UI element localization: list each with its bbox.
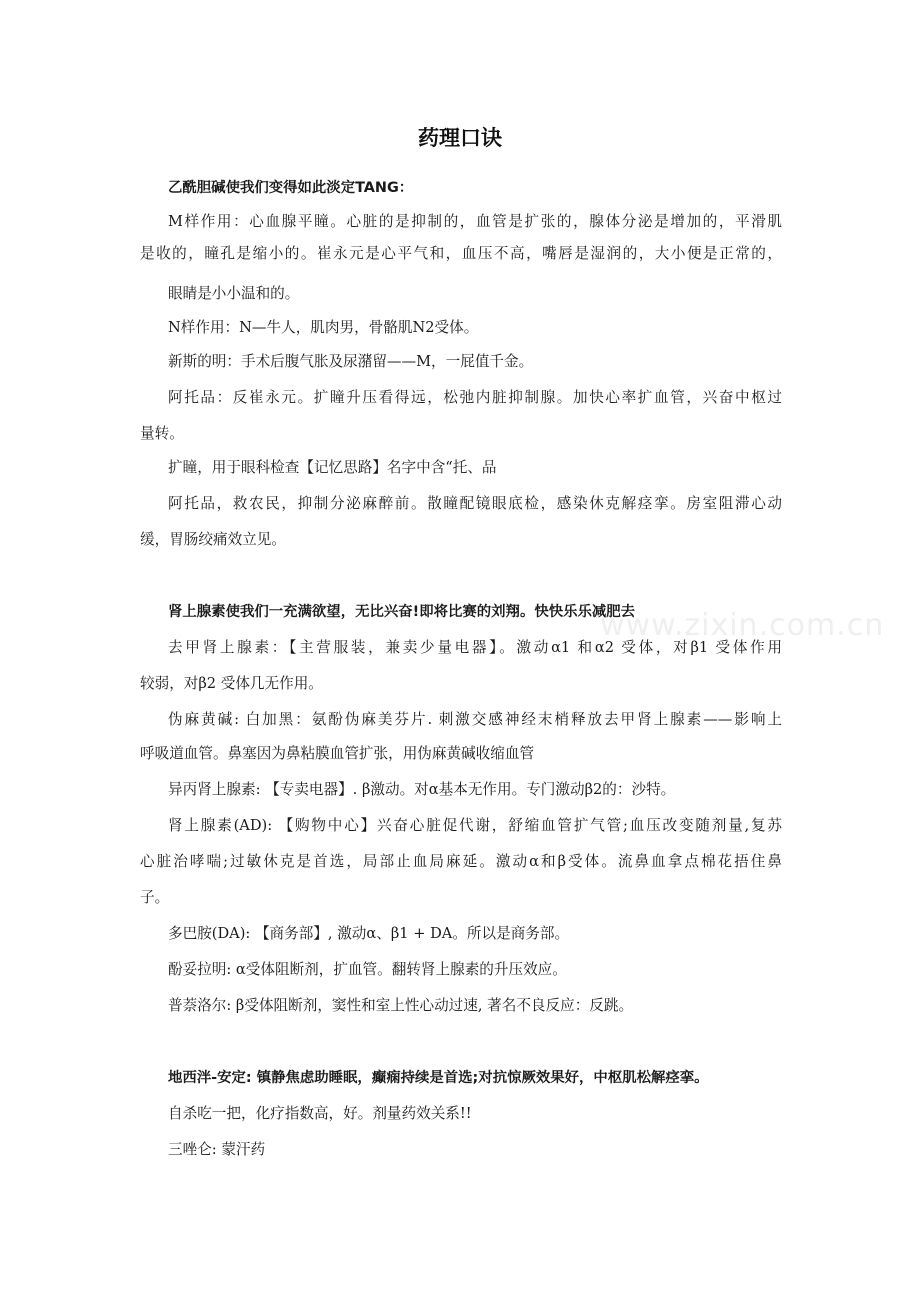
paragraph-line: 心脏治哮喘;过敏休克是首选，局部止血局麻延。激动α和β受体。流鼻血拿点棉花捂住鼻: [140, 853, 782, 870]
paragraph-line: 子。: [140, 889, 170, 906]
paragraph-line: M样作用：心血腺平瞳。心脏的是抑制的，血管是扩张的，腺体分泌是增加的，平滑肌: [168, 213, 782, 230]
paragraph-line: 多巴胺(DA): 【商务部】, 激动α、β1 + DA。所以是商务部。: [168, 925, 570, 942]
paragraph-line: 较弱，对β2 受体几无作用。: [140, 675, 323, 692]
paragraph-line: 新斯的明：手术后腹气胀及尿潴留——M，一屁值千金。: [168, 353, 534, 370]
paragraph-line: 酚妥拉明: α受体阻断剂，扩血管。翻转肾上腺素的升压效应。: [168, 961, 567, 978]
section-heading-adr: 肾上腺素使我们一充满欲望，无比兴奋!即将比赛的刘翔。快快乐乐减肥去: [168, 604, 636, 620]
paragraph-line: 阿托品：反崔永元。扩瞳升压看得远，松弛内脏抑制腺。加快心率扩血管，兴奋中枢过: [168, 389, 782, 406]
section-heading-ach: 乙酰胆碱使我们变得如此淡定TANG：: [168, 180, 414, 196]
paragraph-line: 阿托品，救农民，抑制分泌麻醉前。散瞳配镜眼底检，感染休克解痉挛。房室阻滞心动: [168, 495, 782, 512]
watermark: www.zixin.com.cn: [600, 608, 885, 643]
paragraph-line: 异丙肾上腺素: 【专卖电器】. β激动。对α基本无作用。专门激动β2的：沙特。: [168, 781, 676, 798]
paragraph-line: 扩瞳，用于眼科检查【记忆思路】名字中含“托、品: [168, 459, 497, 476]
paragraph-line: 肾上腺素(AD): 【购物中心】兴奋心脏促代谢，舒缩血管扩气管;血压改变随剂量,复苏: [168, 817, 782, 834]
paragraph-line: 量转。: [140, 425, 184, 442]
paragraph-line: 去甲肾上腺素：【主营服装，兼卖少量电器】。激动α1 和α2 受体，对β1 受体作用: [168, 639, 782, 656]
page-title: 药理口诀: [418, 126, 502, 150]
paragraph-line: 缓，胃肠绞痛效立见。: [140, 531, 286, 548]
paragraph-line: 自杀吃一把，化疗指数高，好。剂量药效关系!!: [168, 1105, 472, 1122]
paragraph-line: 呼吸道血管。鼻塞因为鼻粘膜血管扩张，用伪麻黄碱收缩血管: [140, 745, 535, 762]
paragraph-line: 眼睛是小小温和的。: [168, 285, 300, 302]
paragraph-line: 三唑仑: 蒙汗药: [168, 1141, 266, 1158]
paragraph-line: 伪麻黄碱: 白加黑：氨酚伪麻美芬片. 刺激交感神经末梢释放去甲肾上腺素——影响上: [168, 711, 782, 728]
section-heading-benzo: 地西泮-安定: 镇静焦虑助睡眠，癫痫持续是首选;对抗惊厥效果好，中枢肌松解痉挛。: [168, 1070, 709, 1086]
paragraph-line: 是收的，瞳孔是缩小的。崔永元是心平气和，血压不高，嘴唇是湿润的，大小便是正常的，: [140, 245, 782, 262]
paragraph-line: N样作用：N—牛人，肌肉男，骨骼肌N2受体。: [168, 319, 479, 336]
paragraph-line: 普萘洛尔: β受体阻断剂，窦性和室上性心动过速, 著名不良反应：反跳。: [168, 997, 634, 1014]
